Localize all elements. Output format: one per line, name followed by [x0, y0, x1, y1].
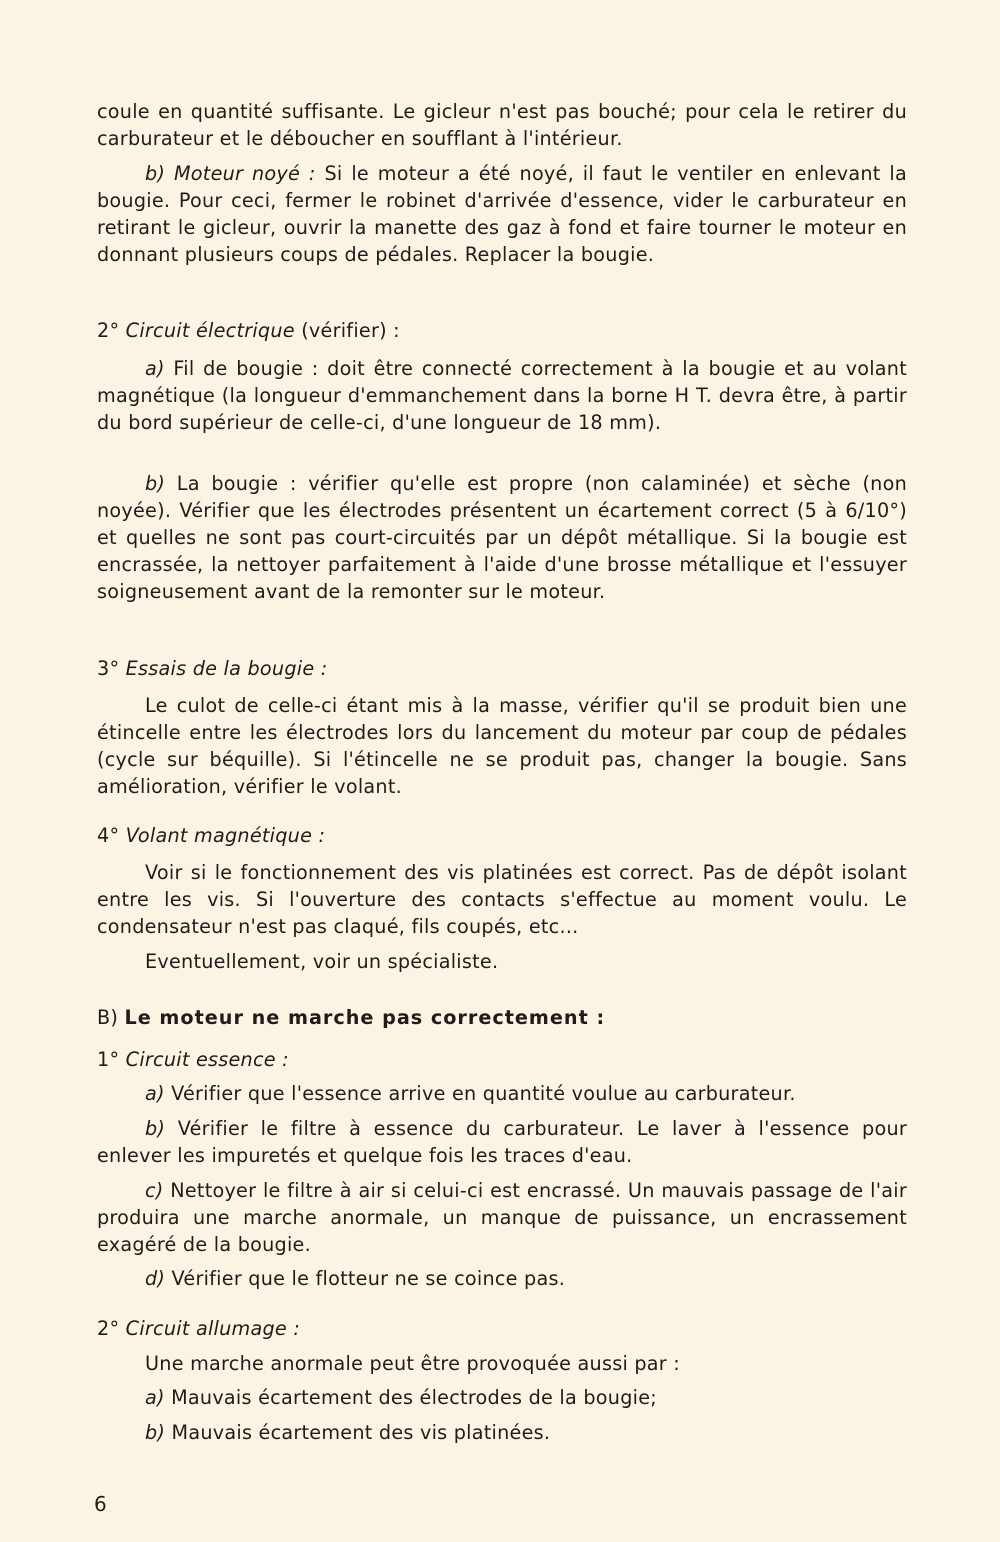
item-marker: d) [145, 1267, 166, 1290]
paragraph-intro: coule en quantité suffisante. Le gicleur n'est pas bouché; pour cela le retirer du carburateur et le déboucher en soufflant à l'intérieur. [97, 100, 907, 150]
item-marker: b) [145, 472, 166, 495]
paragraph-la-bougie: b) La bougie : vérifier qu'elle est propre (non calaminée) et sèche (non noyée). Vérifier que les électrodes présentent un écartement correct (5 à 6/10°) et quelles ne sont pas court-circuités par un dépôt métallique. Si la bougie est encrassée, la nettoyer parfaitement à l'aide d'une brosse métallique et l'essuyer soigneusement avant de la remonter sur le moteur. [97, 472, 907, 603]
paragraph-flotteur: d) Vérifier que le flotteur ne se coince pas. [145, 1267, 566, 1290]
page-number: 6 [94, 1492, 107, 1516]
heading-circuit-essence: 1° Circuit essence : [97, 1048, 289, 1071]
paragraph-specialiste: Eventuellement, voir un spécialiste. [145, 950, 499, 973]
item-marker: a) [145, 1082, 165, 1105]
paragraph-volant: Voir si le fonctionnement des vis platinées est correct. Pas de dépôt isolant entre les vis. Si l'ouverture des contacts s'effectue au moment voulu. Le condensateur n'est pas claqué, fils coupés, etc... [97, 861, 907, 938]
item-marker: a) [145, 357, 165, 380]
item-marker: b) [145, 1117, 166, 1140]
paragraph-moteur-noye: b) Moteur noyé : Si le moteur a été noyé, il faut le ventiler en enlevant la bougie. Pour ceci, fermer le robinet d'arrivée d'essence, vider le carburateur en retirant le gicleur, ouvrir la manette des gaz à fond et faire tourner le moteur en donnant plusieurs coups de pédales. Replacer la bougie. [97, 162, 907, 266]
item-marker: b) Moteur noyé : [145, 162, 316, 185]
section-heading-b: B) Le moteur ne marche pas correctement : [97, 1006, 606, 1029]
heading-circuit-electrique: 2° Circuit électrique (vérifier) : [97, 319, 400, 342]
paragraph-essais: Le culot de celle-ci étant mis à la masse, vérifier qu'il se produit bien une étincelle entre les électrodes lors du lancement du moteur par coup de pédales (cycle sur béquille). Si l'étincelle ne se produit pas, changer la bougie. Sans amélioration, vérifier le volant. [97, 694, 907, 798]
item-marker: a) [145, 1386, 165, 1409]
heading-essais-bougie: 3° Essais de la bougie : [97, 657, 328, 680]
paragraph-marche-anormale: Une marche anormale peut être provoquée aussi par : [145, 1352, 681, 1375]
paragraph-filtre-air: c) Nettoyer le filtre à air si celui-ci est encrassé. Un mauvais passage de l'air produira une marche anormale, un manque de puissance, un encrassement exagéré de la bougie. [97, 1179, 907, 1256]
item-marker: c) [145, 1179, 164, 1202]
heading-circuit-allumage: 2° Circuit allumage : [97, 1317, 301, 1340]
heading-volant-magnetique: 4° Volant magnétique : [97, 824, 326, 847]
paragraph-ecartement-electrodes: a) Mauvais écartement des électrodes de la bougie; [145, 1386, 657, 1409]
paragraph-fil-bougie: a) Fil de bougie : doit être connecté correctement à la bougie et au volant magnétique (la longueur d'emmanchement dans la borne H T. devra être, à partir du bord supérieur de celle-ci, d'une longueur de 18 mm). [97, 357, 907, 434]
paragraph-vis-platinees: b) Mauvais écartement des vis platinées. [145, 1421, 551, 1444]
item-marker: b) [145, 1421, 166, 1444]
paragraph-filtre-essence: b) Vérifier le filtre à essence du carburateur. Le laver à l'essence pour enlever les impuretés et quelque fois les traces d'eau. [97, 1117, 907, 1167]
paragraph-essence-arrive: a) Vérifier que l'essence arrive en quantité voulue au carburateur. [145, 1082, 796, 1105]
